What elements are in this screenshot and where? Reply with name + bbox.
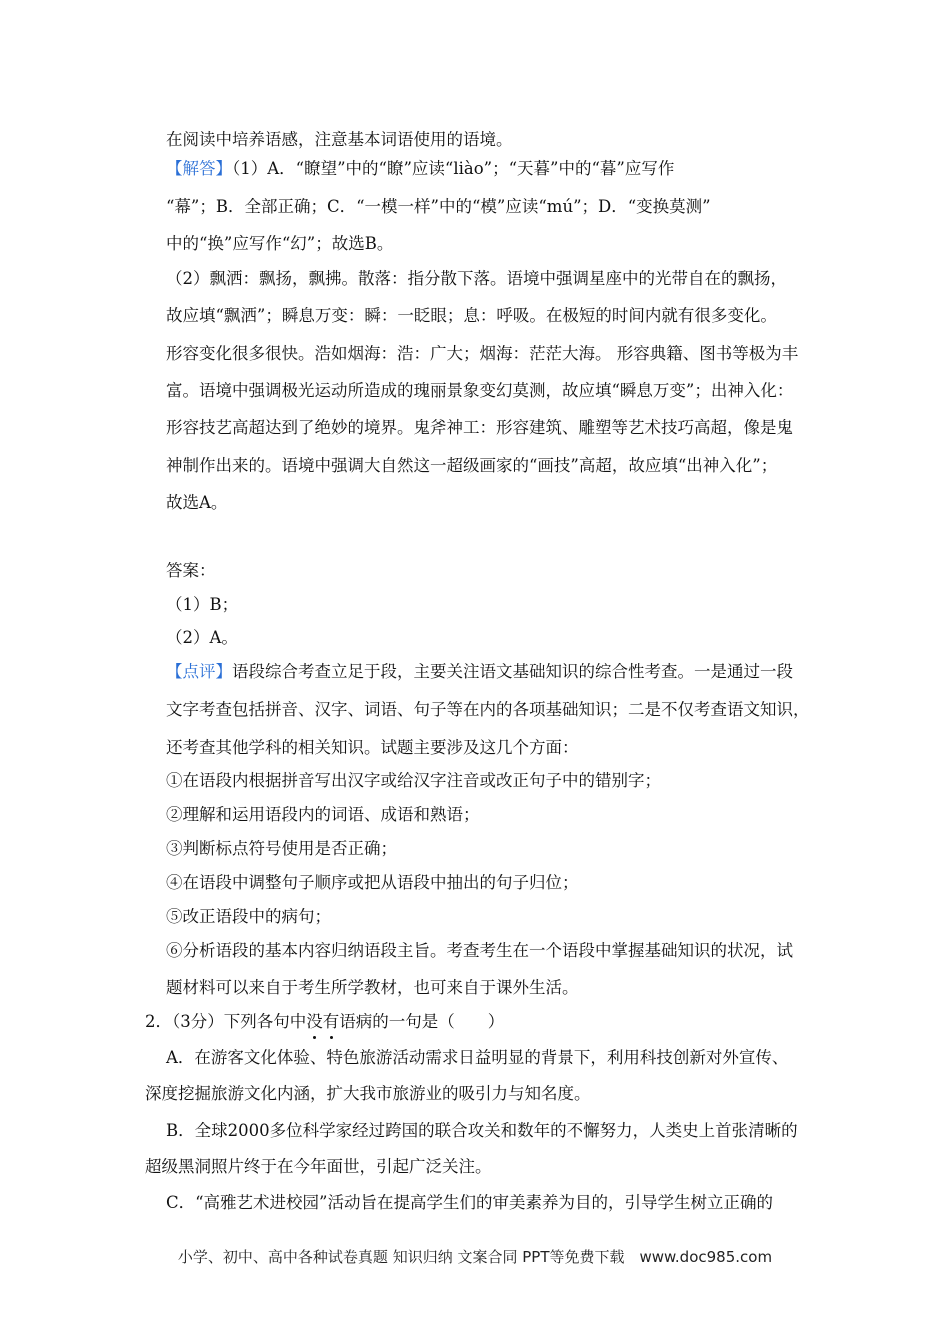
comment-line bbox=[166, 661, 793, 683]
list-item: ③判断标点符号使用是否正确； bbox=[166, 839, 397, 858]
list-item: ⑥分析语段的基本内容归纳语段主旨。考查考生在一个语段中掌握基础知识的状况，试 bbox=[166, 941, 793, 960]
list-item: ①在语段内根据拼音写出汉字或给汉字注音或改正句子中的错别字； bbox=[166, 771, 661, 790]
text-line: “幕”；B．全部正确；C．“一模一样”中的“模”应读“mú”；D．“变换莫测” bbox=[166, 197, 711, 216]
question-suffix: 语病的一句是（ ） bbox=[339, 1012, 505, 1031]
comment-tag: 【点评】 bbox=[166, 662, 232, 681]
text-span: 语段综合考查立足于段，主要关注语文基础知识的综合性考查。一是通过一段 bbox=[232, 662, 793, 681]
option-b-cont: 超级黑洞照片终于在今年面世，引起广泛关注。 bbox=[145, 1157, 492, 1176]
list-item: ②理解和运用语段内的词语、成语和熟语； bbox=[166, 805, 480, 824]
page-footer: 小学、初中、高中各种试卷真题 知识归纳 文案合同 PPT等免费下载 www.doc985.com bbox=[177, 1248, 773, 1266]
option-c: C．“高雅艺术进校园”活动旨在提高学生们的审美素养为目的，引导学生树立正确的 bbox=[166, 1193, 773, 1212]
list-item: ⑤改正语段中的病句； bbox=[166, 907, 331, 926]
text-line: 故选A。 bbox=[166, 493, 228, 512]
text-line: 形容技艺高超达到了绝妙的境界。鬼斧神工：形容建筑、雕塑等艺术技巧高超，像是鬼 bbox=[166, 418, 793, 437]
text-line: （2）A。 bbox=[166, 628, 238, 647]
text-line: 富。语境中强调极光运动所造成的瑰丽景象变幻莫测，故应填“瞬息万变”；出神入化： bbox=[166, 381, 794, 400]
text-line: （1）B； bbox=[166, 595, 239, 614]
text-line: 还考查其他学科的相关知识。试题主要涉及这几个方面： bbox=[166, 738, 579, 757]
text-line: 故应填“飘洒”；瞬息万变：瞬：一眨眼；息：呼吸。在极短的时间内就有很多变化。 bbox=[166, 306, 777, 325]
answer-tag: 【解答】 bbox=[166, 159, 232, 178]
list-item: ④在语段中调整句子顺序或把从语段中抽出的句子归位； bbox=[166, 873, 579, 892]
answer-line bbox=[166, 158, 674, 180]
emphasis-char: 没 bbox=[306, 1012, 323, 1031]
option-a-cont: 深度挖掘旅游文化内涵，扩大我市旅游业的吸引力与知名度。 bbox=[145, 1084, 591, 1103]
text-line: 中的“换”应写作“幻”；故选B。 bbox=[166, 234, 394, 253]
text-line: 答案： bbox=[166, 561, 216, 580]
question-prefix: 2．（3分）下列各句中 bbox=[145, 1012, 307, 1031]
question-title bbox=[145, 1011, 504, 1033]
option-b: B．全球2000多位科学家经过跨国的联合攻关和数年的不懈努力，人类史上首张清晰的 bbox=[166, 1121, 798, 1140]
text-line: 在阅读中培养语感，注意基本词语使用的语境。 bbox=[166, 130, 513, 149]
text-line: 形容变化很多很快。浩如烟海：浩：广大；烟海：茫茫大海。 形容典籍、图书等极为丰 bbox=[166, 344, 799, 363]
option-a: A．在游客文化体验、特色旅游活动需求日益明显的背景下，利用科技创新对外宣传、 bbox=[166, 1048, 789, 1067]
text-span: （1）A．“瞭望”中的“瞭”应读“liào”；“天暮”中的“暮”应写作 bbox=[232, 159, 675, 178]
text-line: （2）飘洒：飘扬，飘拂。散落：指分散下落。语境中强调星座中的光带自在的飘扬， bbox=[166, 269, 787, 288]
text-line: 文字考查包括拼音、汉字、词语、句子等在内的各项基础知识；二是不仅考查语文知识， bbox=[166, 700, 810, 719]
text-line: 神制作出来的。语境中强调大自然这一超级画家的“画技”高超，故应填“出神入化”； bbox=[166, 456, 778, 475]
emphasis-char: 有 bbox=[322, 1012, 340, 1031]
text-line: 题材料可以来自于考生所学教材，也可来自于课外生活。 bbox=[166, 978, 579, 997]
